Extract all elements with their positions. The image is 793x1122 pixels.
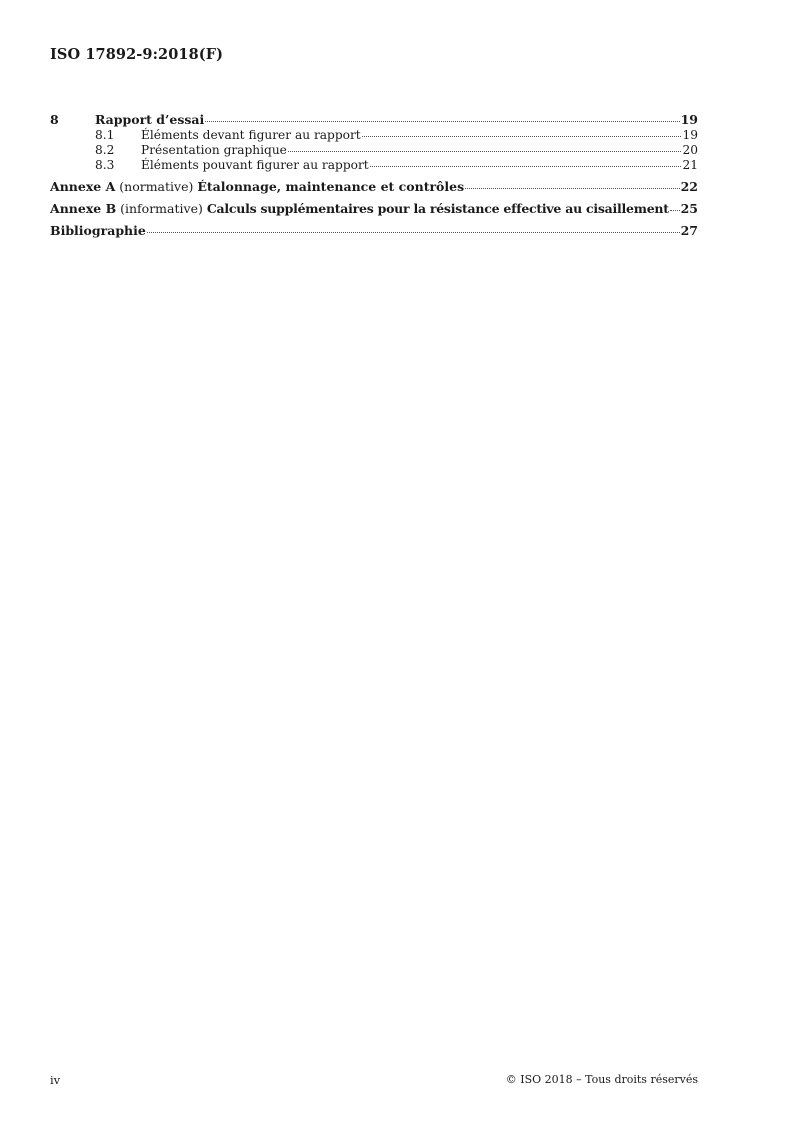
toc-sub-title: Présentation graphique bbox=[141, 143, 287, 157]
toc-leader-dots bbox=[205, 121, 679, 122]
toc-annex-title: Calculs supplémentaires pour la résistance effective au cisaillement bbox=[206, 201, 669, 216]
toc-leader-dots bbox=[147, 232, 680, 233]
toc-leader-dots bbox=[465, 188, 679, 189]
toc-entry-annex-b[interactable] bbox=[50, 201, 698, 217]
footer-page-number: iv bbox=[50, 1073, 61, 1087]
toc-entry-annex-a[interactable] bbox=[50, 179, 698, 195]
toc-page-number: 25 bbox=[680, 201, 698, 216]
toc-entry-chapter-8[interactable] bbox=[50, 112, 698, 128]
toc-leader-dots bbox=[670, 210, 680, 211]
toc-leader-dots bbox=[370, 166, 682, 167]
toc-annex-type: (informative) bbox=[116, 201, 207, 216]
toc-page-number: 20 bbox=[682, 143, 698, 157]
toc-entry-8-2[interactable] bbox=[50, 143, 698, 158]
toc-sub-number: 8.1 bbox=[95, 128, 115, 142]
toc-page-number: 19 bbox=[680, 112, 698, 127]
toc-chapter-number: 8 bbox=[50, 112, 59, 127]
document-header: ISO 17892-9:2018(F) bbox=[50, 46, 224, 63]
toc-sub-title: Éléments pouvant figurer au rapport bbox=[141, 158, 369, 172]
table-of-contents bbox=[50, 112, 698, 239]
toc-leader-dots bbox=[288, 151, 682, 152]
toc-leader-dots bbox=[362, 136, 682, 137]
toc-page-number: 21 bbox=[682, 158, 698, 172]
toc-entry-bibliography[interactable] bbox=[50, 223, 698, 239]
toc-annex-title: Étalonnage, maintenance et contrôles bbox=[197, 179, 465, 194]
toc-annex-label: Annexe B bbox=[50, 201, 117, 216]
footer-copyright: © ISO 2018 – Tous droits réservés bbox=[505, 1073, 698, 1086]
toc-chapter-title: Rapport d’essai bbox=[95, 112, 205, 127]
toc-page-number: 19 bbox=[682, 128, 698, 142]
toc-sub-title: Éléments devant figurer au rapport bbox=[141, 128, 361, 142]
toc-sub-number: 8.2 bbox=[95, 143, 115, 157]
toc-entry-8-3[interactable] bbox=[50, 158, 698, 173]
toc-entry-8-1[interactable] bbox=[50, 128, 698, 143]
toc-page-number: 27 bbox=[680, 223, 698, 238]
toc-bibliography-title: Bibliographie bbox=[50, 223, 146, 238]
toc-annex-label: Annexe A bbox=[50, 179, 116, 194]
toc-page-number: 22 bbox=[680, 179, 698, 194]
toc-annex-type: (normative) bbox=[115, 179, 198, 194]
toc-sub-number: 8.3 bbox=[95, 158, 115, 172]
